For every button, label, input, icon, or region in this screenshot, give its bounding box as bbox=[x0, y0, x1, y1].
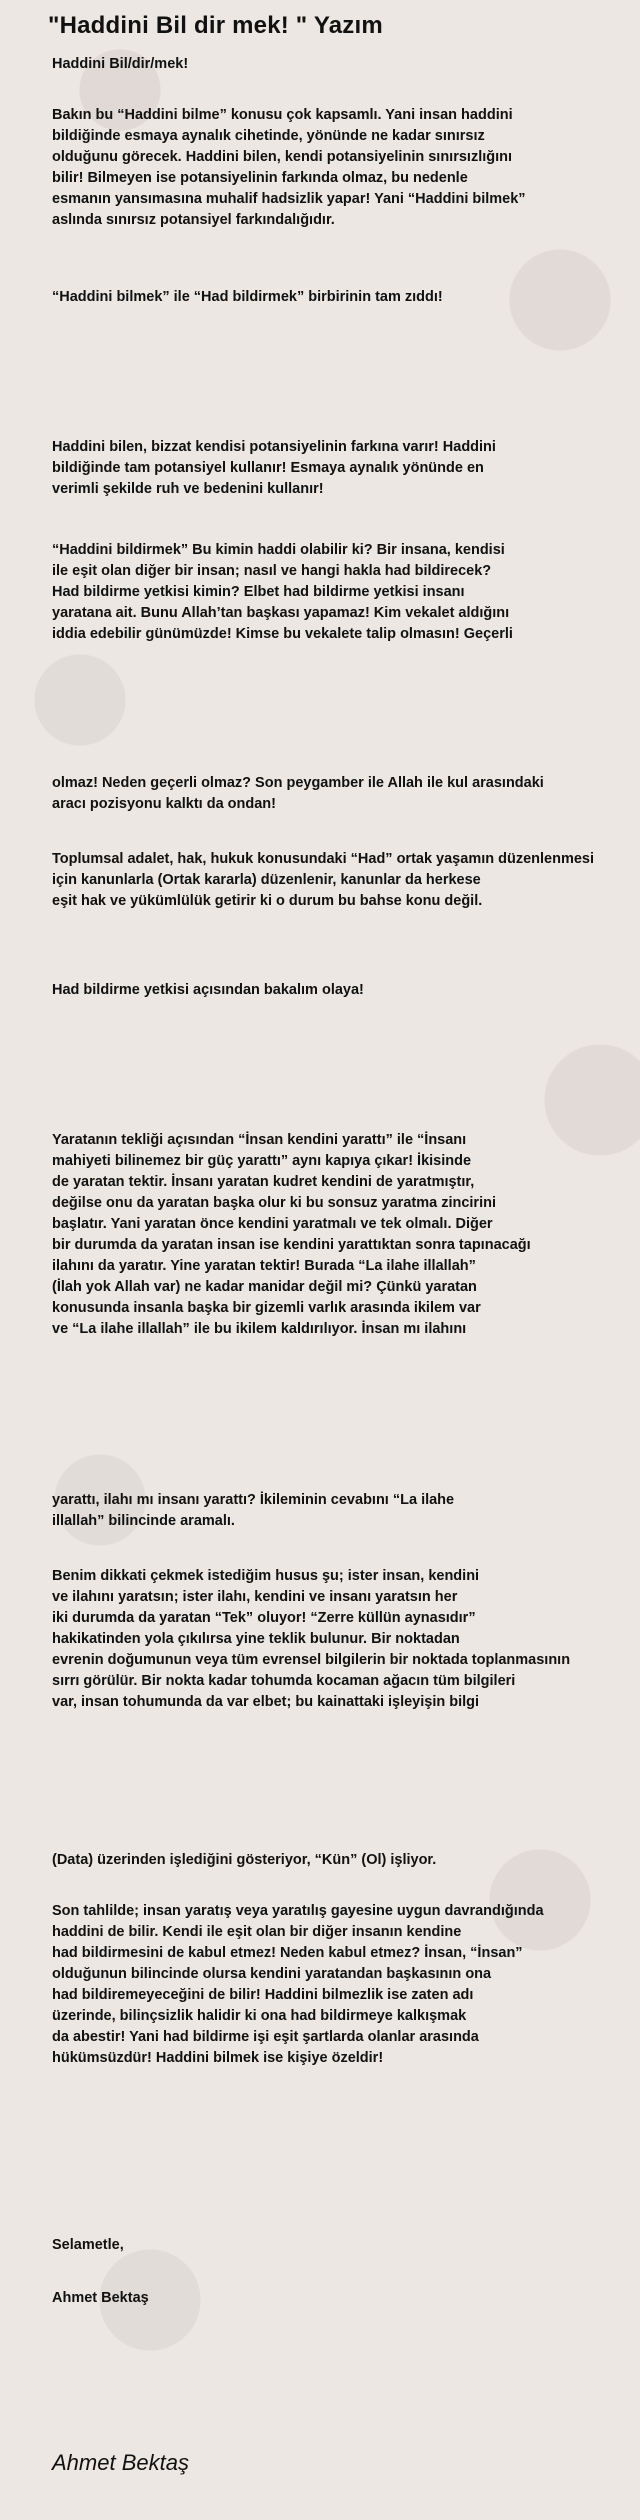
paragraph bbox=[52, 437, 496, 500]
text-line: bildiğinde tam potansiyel kullanır! Esmaya aynalık yönünde en bbox=[52, 460, 484, 476]
paragraph bbox=[52, 2235, 124, 2256]
text-line: aslında sınırsız potansiyel farkındalığıdır. bbox=[52, 212, 335, 228]
poem-title: "Haddini Bil dir mek! " Yazım bbox=[48, 12, 383, 39]
text-line: bilir! Bilmeyen ise potansiyelinin farkında olmaz, bu nedenle bbox=[52, 170, 468, 186]
text-line: Yaratanın tekliği açısından “İnsan kendini yarattı” ile “İnsanı bbox=[52, 1132, 467, 1148]
text-line: Toplumsal adalet, hak, hukuk konusundaki “Had” ortak yaşamın düzenlenmesi bbox=[52, 851, 595, 867]
text-line: de yaratan tektir. İnsanı yaratan kudret kendini de yaratmıştır, bbox=[52, 1174, 475, 1190]
paragraph bbox=[52, 1901, 544, 2069]
text-line: da abestir! Yani had bildirme işi eşit şartlarda olanlar arasında bbox=[52, 2029, 479, 2045]
paragraph bbox=[52, 849, 594, 912]
paragraph bbox=[52, 1490, 454, 1532]
text-line: olduğunu görecek. Haddini bilen, kendi potansiyelinin sınırsızlığını bbox=[52, 149, 513, 165]
text-line: üzerinde, bilinçsizlik halidir ki ona had bildirmeye kalkışmak bbox=[52, 2008, 467, 2024]
text-line: Haddini Bil/dir/mek! bbox=[52, 56, 189, 72]
text-line: bildiğinde esmaya aynalık cihetinde, yönünde ne kadar sınırsız bbox=[52, 128, 485, 144]
text-line: mahiyeti bilinemez bir güç yarattı” aynı kapıya çıkar! İkisinde bbox=[52, 1153, 472, 1169]
text-line: esmanın yansımasına muhalif hadsizlik yapar! Yani “Haddini bilmek” bbox=[52, 191, 526, 207]
paragraph bbox=[52, 2288, 149, 2309]
text-line: olduğunun bilincinde olursa kendini yaratandan başkasının ona bbox=[52, 1966, 492, 1982]
paragraph bbox=[52, 540, 513, 645]
text-line: bir durumda da yaratan insan ise kendini yarattıktan sonra tapınacağı bbox=[52, 1237, 531, 1253]
text-line: yarattı, ilahı mı insanı yarattı? İkileminin cevabını “La ilahe bbox=[52, 1492, 455, 1508]
text-line: had bildiremeyeceğini de bilir! Haddini bilmezlik ise zaten adı bbox=[52, 1987, 474, 2003]
text-line: haddini de bilir. Kendi ile eşit olan bir diğer insanın kendine bbox=[52, 1924, 462, 1940]
paragraph bbox=[52, 1566, 570, 1713]
text-line: sırrı görülür. Bir nokta kadar tohumda kocaman ağacın tüm bilgileri bbox=[52, 1673, 516, 1689]
text-line: yaratana ait. Bunu Allah’tan başkası yapamaz! Kim vekalet aldığını bbox=[52, 605, 510, 621]
paragraph bbox=[52, 54, 188, 75]
text-line: “Haddini bilmek” ile “Had bildirmek” birbirinin tam zıddı! bbox=[52, 289, 443, 305]
author-signature: Ahmet Bektaş bbox=[52, 2450, 189, 2475]
paragraph bbox=[52, 773, 544, 815]
text-line: iddia edebilir günümüzde! Kimse bu vekalete talip olmasın! Geçerli bbox=[52, 626, 513, 642]
paragraph bbox=[52, 980, 364, 1001]
text-line: Had bildirme yetkisi kimin? Elbet had bildirme yetkisi insanı bbox=[52, 584, 465, 600]
text-line: hükümsüzdür! Haddini bilmek ise kişiye özeldir! bbox=[52, 2050, 384, 2066]
text-line: verimli şekilde ruh ve bedenini kullanır! bbox=[52, 481, 324, 497]
text-line: var, insan tohumunda da var elbet; bu kainattaki işleyişin bilgi bbox=[52, 1694, 480, 1710]
text-line: illallah” bilincinde aramalı. bbox=[52, 1513, 235, 1529]
text-line: Haddini bilen, bizzat kendisi potansiyelinin farkına varır! Haddini bbox=[52, 439, 496, 455]
text-line: iki durumda da yaratan “Tek” oluyor! “Zerre küllün aynasıdır” bbox=[52, 1610, 476, 1626]
text-line: ile eşit olan diğer bir insan; nasıl ve hangi hakla had bildirecek? bbox=[52, 563, 492, 579]
text-line: Bakın bu “Haddini bilme” konusu çok kapsamlı. Yani insan haddini bbox=[52, 107, 513, 123]
text-line: ve “La ilahe illallah” ile bu ikilem kaldırılıyor. İnsan mı ilahını bbox=[52, 1321, 467, 1337]
text-line: konusunda insanla başka bir gizemli varlık arasında ikilem var bbox=[52, 1300, 481, 1316]
text-line: olmaz! Neden geçerli olmaz? Son peygamber ile Allah ile kul arasındaki bbox=[52, 775, 544, 791]
paragraph bbox=[52, 287, 443, 308]
text-line: Son tahlilde; insan yaratış veya yaratılış gayesine uygun davrandığında bbox=[52, 1903, 544, 1919]
text-line: Ahmet Bektaş bbox=[52, 2290, 149, 2306]
text-line: Benim dikkati çekmek istediğim husus şu; ister insan, kendini bbox=[52, 1568, 480, 1584]
text-line: evrenin doğumunun veya tüm evrensel bilgilerin bir noktada toplanmasının bbox=[52, 1652, 571, 1668]
text-line: aracı pozisyonu kalktı da ondan! bbox=[52, 796, 276, 812]
text-line: had bildirmesini de kabul etmez! Neden kabul etmez? İnsan, “İnsan” bbox=[52, 1945, 523, 1961]
text-line: değilse onu da yaratan başka olur ki bu sonsuz yaratma zincirini bbox=[52, 1195, 496, 1211]
text-line: Had bildirme yetkisi açısından bakalım olaya! bbox=[52, 982, 364, 998]
paragraph bbox=[52, 105, 526, 231]
text-line: ve ilahını yaratsın; ister ilahı, kendini ve insanı yaratsın her bbox=[52, 1589, 458, 1605]
text-line: “Haddini bildirmek” Bu kimin haddi olabilir ki? Bir insana, kendisi bbox=[52, 542, 505, 558]
paragraph bbox=[52, 1130, 531, 1340]
text-line: için kanunlarla (Ortak kararla) düzenlenir, kanunlar da herkese bbox=[52, 872, 481, 888]
text-line: (Data) üzerinden işlediğini gösteriyor, “Kün” (Ol) işliyor. bbox=[52, 1852, 437, 1868]
text-line: Selametle, bbox=[52, 2237, 124, 2253]
text-line: hakikatinden yola çıkılırsa yine teklik bulunur. Bir noktadan bbox=[52, 1631, 460, 1647]
text-line: eşit hak ve yükümlülük getirir ki o durum bu bahse konu değil. bbox=[52, 893, 483, 909]
text-line: ilahını da yaratır. Yine yaratan tektir! Burada “La ilahe illallah” bbox=[52, 1258, 476, 1274]
text-line: (İlah yok Allah var) ne kadar manidar değil mi? Çünkü yaratan bbox=[52, 1279, 477, 1295]
paragraph bbox=[52, 1850, 436, 1871]
text-line: başlatır. Yani yaratan önce kendini yaratmalı ve tek olmalı. Diğer bbox=[52, 1216, 493, 1232]
